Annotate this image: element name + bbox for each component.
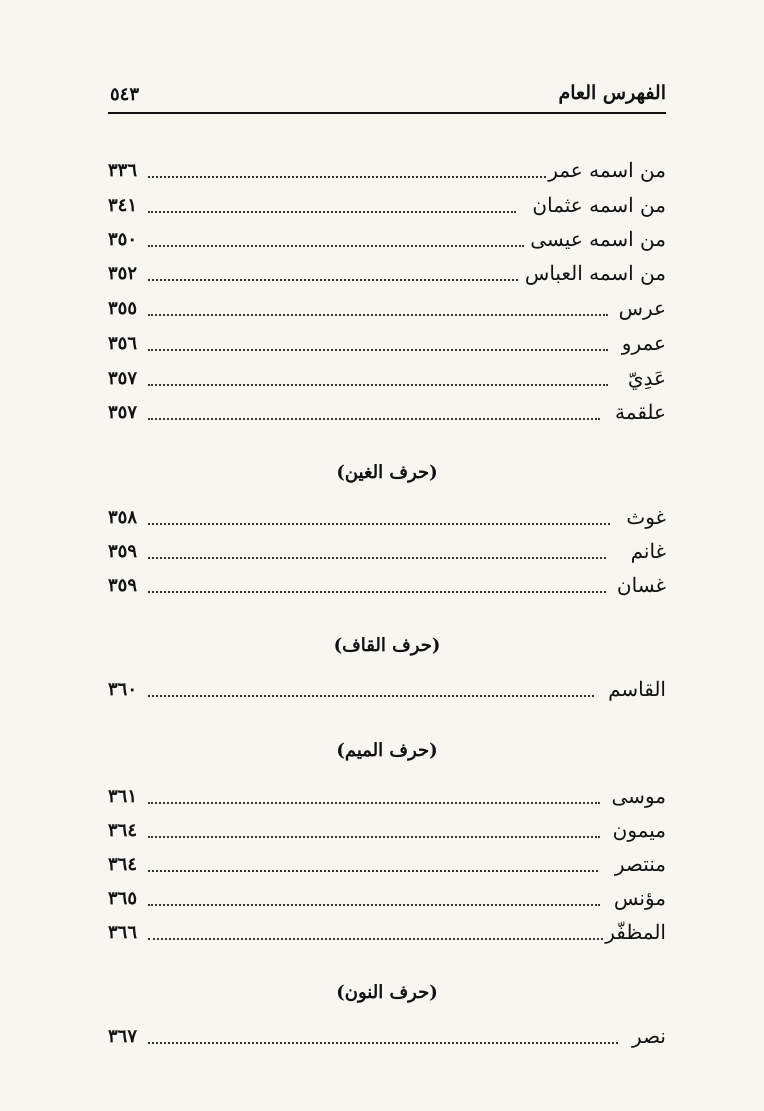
entry-name: موسى bbox=[611, 784, 666, 808]
entry-name: منتصر bbox=[614, 852, 666, 876]
leader-dots bbox=[148, 591, 606, 593]
index-entry bbox=[108, 852, 666, 884]
entry-name: من اسمه عثمان bbox=[532, 193, 666, 217]
entry-name: من اسمه عيسى bbox=[530, 227, 666, 251]
index-entry bbox=[108, 261, 666, 293]
page-title: الفهرس العام bbox=[558, 82, 666, 104]
entry-name: عمرو bbox=[621, 331, 666, 355]
index-entry bbox=[108, 400, 666, 432]
section-heading: (حرف الغين) bbox=[336, 462, 438, 483]
entry-name: ميمون bbox=[612, 818, 666, 842]
entry-name: غوث bbox=[626, 505, 666, 529]
leader-dots bbox=[148, 349, 608, 351]
entry-name: نصر bbox=[632, 1024, 666, 1048]
leader-dots bbox=[148, 938, 603, 940]
leader-dots bbox=[148, 384, 608, 386]
index-entry bbox=[108, 1024, 666, 1056]
entry-page: ٣٦٠ bbox=[108, 679, 138, 700]
entry-name: المظفّر bbox=[605, 920, 666, 944]
entry-name: من اسمه عمر bbox=[548, 158, 666, 182]
section-heading: (حرف الميم) bbox=[336, 740, 438, 761]
entry-page: ٣٦٤ bbox=[108, 820, 138, 841]
entry-name: عَدِيّ bbox=[627, 366, 666, 390]
index-entry bbox=[108, 818, 666, 850]
entry-page: ٣٥٩ bbox=[108, 575, 138, 596]
entry-name: غانم bbox=[630, 539, 666, 563]
entry-page: ٣٣٦ bbox=[108, 160, 138, 181]
entry-name: مؤنس bbox=[613, 886, 666, 910]
entry-page: ٣٥٥ bbox=[108, 298, 138, 319]
index-entry bbox=[108, 505, 666, 537]
entry-name: علقمة bbox=[615, 400, 666, 424]
entry-page: ٣٦٤ bbox=[108, 854, 138, 875]
index-entry bbox=[108, 677, 666, 709]
leader-dots bbox=[148, 418, 600, 420]
index-entry bbox=[108, 920, 666, 952]
entry-page: ٣٦١ bbox=[108, 786, 138, 807]
entry-page: ٣٥٩ bbox=[108, 541, 138, 562]
entry-page: ٣٥٠ bbox=[108, 229, 138, 250]
leader-dots bbox=[148, 211, 516, 213]
leader-dots bbox=[148, 695, 594, 697]
entry-page: ٣٥٢ bbox=[108, 263, 138, 284]
entry-page: ٣٦٥ bbox=[108, 888, 138, 909]
page-header bbox=[108, 82, 666, 114]
entry-page: ٣٥٦ bbox=[108, 333, 138, 354]
leader-dots bbox=[148, 836, 600, 838]
leader-dots bbox=[148, 870, 598, 872]
index-entry bbox=[108, 227, 666, 259]
leader-dots bbox=[148, 176, 546, 178]
entry-name: عرس bbox=[618, 296, 666, 320]
entry-name: القاسم bbox=[608, 677, 666, 701]
entry-page: ٣٥٧ bbox=[108, 368, 138, 389]
index-entry bbox=[108, 296, 666, 328]
index-entry bbox=[108, 366, 666, 398]
entry-page: ٣٦٦ bbox=[108, 922, 138, 943]
index-entry bbox=[108, 886, 666, 918]
section-heading: (حرف النون) bbox=[336, 982, 438, 1003]
leader-dots bbox=[148, 314, 608, 316]
index-entry bbox=[108, 331, 666, 363]
index-entry bbox=[108, 158, 666, 190]
leader-dots bbox=[148, 802, 600, 804]
page-number: ٥٤٣ bbox=[110, 84, 140, 105]
index-entry bbox=[108, 573, 666, 605]
entry-name: من اسمه العباس bbox=[524, 261, 666, 285]
index-entry bbox=[108, 193, 666, 225]
leader-dots bbox=[148, 279, 518, 281]
leader-dots bbox=[148, 1042, 618, 1044]
leader-dots bbox=[148, 904, 600, 906]
entry-page: ٣٥٧ bbox=[108, 402, 138, 423]
leader-dots bbox=[148, 523, 610, 525]
entry-page: ٣٤١ bbox=[108, 195, 138, 216]
entry-page: ٣٦٧ bbox=[108, 1026, 138, 1047]
entry-page: ٣٥٨ bbox=[108, 507, 138, 528]
entry-name: غسان bbox=[616, 573, 666, 597]
index-entry bbox=[108, 539, 666, 571]
leader-dots bbox=[148, 245, 524, 247]
section-heading: (حرف القاف) bbox=[333, 635, 441, 656]
index-entry bbox=[108, 784, 666, 816]
leader-dots bbox=[148, 557, 606, 559]
